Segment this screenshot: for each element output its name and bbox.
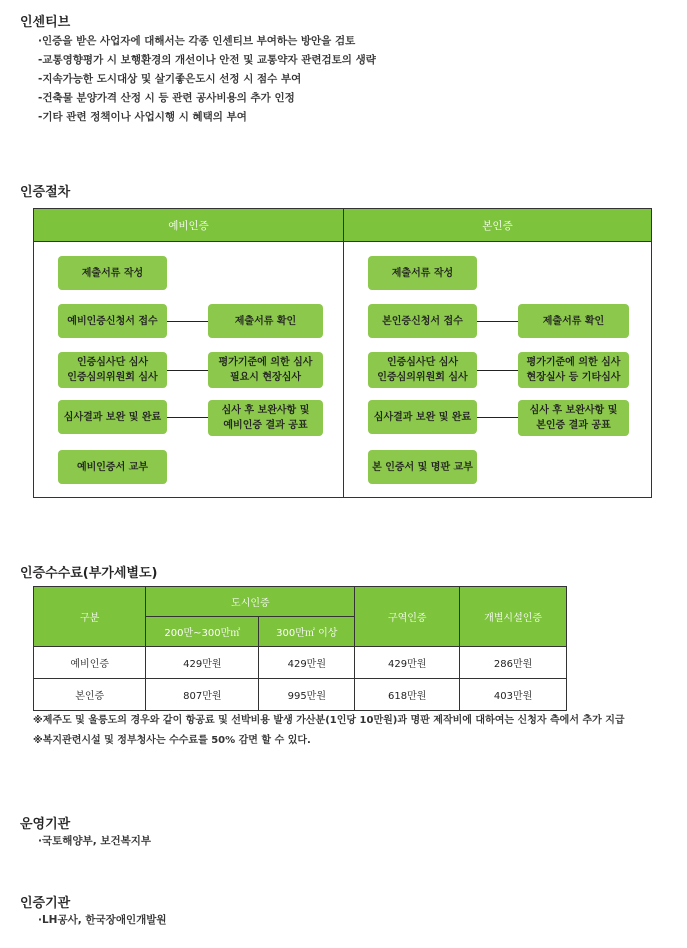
table-cell: 429만원 [146, 647, 259, 679]
fee-note-1: ※제주도 및 울릉도의 경우와 같이 항공료 및 선박비용 발생 가산분(1인당 10만원)과 명판 제작비에 대하여는 신청자 측에서 추가 지급 [33, 715, 625, 726]
right-step3-side-box: 평가기준에 의한 심사 현장실사 등 기타심사 [518, 352, 629, 388]
table-cell: 403만원 [460, 679, 567, 711]
incentive-title: 인센티브 [20, 15, 71, 30]
left-step3-box: 인증심사단 심사 인증심의위원회 심사 [58, 352, 167, 388]
table-cell: 429만원 [259, 647, 355, 679]
header-city-sub2: 300만㎡ 이상 [259, 617, 355, 647]
table-cell: 본인증 [34, 679, 146, 711]
list-item: ·인증을 받은 사업자에 대해서는 각종 인센티브 부여하는 방안을 검토 [38, 35, 356, 47]
table-cell: 995만원 [259, 679, 355, 711]
header-city-sub1: 200만~300만㎡ [146, 617, 259, 647]
incentive-list [38, 32, 376, 127]
connector [477, 417, 518, 418]
list-item: ·LH공사, 한국장애인개발원 [38, 914, 167, 926]
table-cell: 618만원 [355, 679, 460, 711]
right-step4-side-box: 심사 후 보완사항 및 본인증 결과 공표 [518, 400, 629, 436]
left-step1-box: 제출서류 작성 [58, 256, 167, 290]
procedure-title: 인증절차 [20, 185, 71, 200]
certifier-title: 인증기관 [20, 896, 71, 911]
right-step2-box: 본인증신청서 접수 [368, 304, 477, 338]
right-step1-box: 제출서류 작성 [368, 256, 477, 290]
fee-table [33, 586, 567, 711]
right-step3-box: 인증심사단 심사 인증심의위원회 심사 [368, 352, 477, 388]
main-cert-header: 본인증 [344, 209, 651, 242]
left-step2-side-box: 제출서류 확인 [208, 304, 323, 338]
table-cell: 807만원 [146, 679, 259, 711]
fee-title: 인증수수료(부가세별도) [20, 566, 158, 581]
operator-title: 운영기관 [20, 817, 71, 832]
connector [167, 417, 208, 418]
list-item: -기타 관련 정책이나 사업시행 시 혜택의 부여 [38, 111, 247, 123]
list-item: -교통영향평가 시 보행환경의 개선이나 안전 및 교통약자 관련검토의 생략 [38, 54, 376, 66]
connector [477, 370, 518, 371]
table-cell: 예비인증 [34, 647, 146, 679]
list-item: -지속가능한 도시대상 및 살기좋은도시 선정 시 점수 부여 [38, 73, 302, 85]
connector [167, 370, 208, 371]
connector [167, 321, 208, 322]
certifier-list [38, 911, 167, 930]
list-item: -건축물 분양가격 산정 시 등 관련 공사비용의 추가 인정 [38, 92, 295, 104]
procedure-flowchart [33, 208, 652, 498]
left-step4-side-box: 심사 후 보완사항 및 예비인증 결과 공표 [208, 400, 323, 436]
operator-list [38, 832, 151, 851]
column-divider [343, 209, 344, 497]
left-step2-box: 예비인증신청서 접수 [58, 304, 167, 338]
list-item: ·국토해양부, 보건복지부 [38, 835, 152, 847]
table-cell: 286만원 [460, 647, 567, 679]
connector [477, 321, 518, 322]
fee-note-2: ※복지관련시설 및 정부청사는 수수료를 50% 감면 할 수 있다. [33, 735, 311, 746]
left-step4-box: 심사결과 보완 및 완료 [58, 400, 167, 434]
left-step5-box: 예비인증서 교부 [58, 450, 167, 484]
header-category: 구분 [34, 587, 146, 647]
table-row [34, 647, 567, 679]
left-step3-side-box: 평가기준에 의한 심사 필요시 현장심사 [208, 352, 323, 388]
right-step5-box: 본 인증서 및 명판 교부 [368, 450, 477, 484]
preliminary-header: 예비인증 [34, 209, 343, 242]
header-district: 구역인증 [355, 587, 460, 647]
table-cell: 429만원 [355, 647, 460, 679]
table-row [34, 679, 567, 711]
header-city: 도시인증 [146, 587, 355, 617]
header-facility: 개별시설인증 [460, 587, 567, 647]
right-step2-side-box: 제출서류 확인 [518, 304, 629, 338]
right-step4-box: 심사결과 보완 및 완료 [368, 400, 477, 434]
